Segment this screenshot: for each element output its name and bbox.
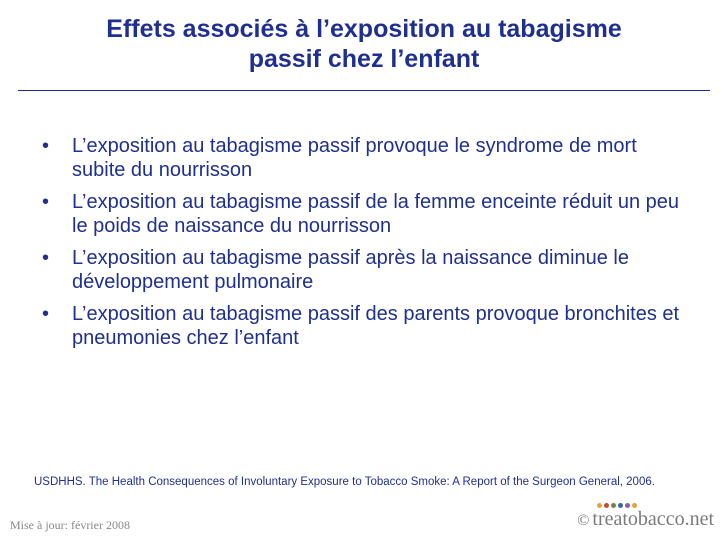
update-date: Mise à jour: février 2008 xyxy=(10,518,130,532)
bullet-symbol: • xyxy=(42,247,50,269)
source-reference: USDHHS. The Health Consequences of Involuntary Exposure to Tobacco Smoke: A Report of the Surgeon General, 2006. xyxy=(34,476,655,488)
bullet-symbol: • xyxy=(42,135,50,157)
brand-dots-icon xyxy=(597,503,641,511)
bullet-symbol: • xyxy=(42,303,50,325)
brand-dot xyxy=(611,503,616,508)
bullet-text: L’exposition au tabagisme passif provoque le syndrome de mort subite du nourrisson xyxy=(72,135,637,181)
bullet-item xyxy=(42,302,692,350)
copyright-icon: © xyxy=(577,512,590,529)
bullet-item xyxy=(42,190,692,238)
brand-dot xyxy=(604,503,609,508)
bullet-list xyxy=(42,134,692,358)
brand-name: treatobacco.net xyxy=(592,508,714,530)
bullet-text: L’exposition au tabagisme passif de la femme enceinte réduit un peu le poids de naissance du nourrisson xyxy=(72,191,680,237)
brand-dot xyxy=(625,503,630,508)
brand-dot xyxy=(618,503,623,508)
brand-dot xyxy=(632,503,637,508)
brand-dot xyxy=(597,503,602,508)
bullet-item xyxy=(42,246,692,294)
slide-title xyxy=(40,14,688,74)
bullet-text: L’exposition au tabagisme passif des parents provoque bronchites et pneumonies chez l’enfant xyxy=(72,303,680,349)
bullet-item xyxy=(42,134,692,182)
slide-title-line2: passif chez l’enfant xyxy=(248,45,480,73)
bullet-symbol: • xyxy=(42,191,50,213)
brand-logo xyxy=(577,508,714,531)
title-divider xyxy=(18,90,710,91)
bullet-text: L’exposition au tabagisme passif après la naissance diminue le développement pulmonaire xyxy=(72,247,630,293)
slide-title-line1: Effets associés à l’exposition au tabagisme xyxy=(106,15,622,43)
